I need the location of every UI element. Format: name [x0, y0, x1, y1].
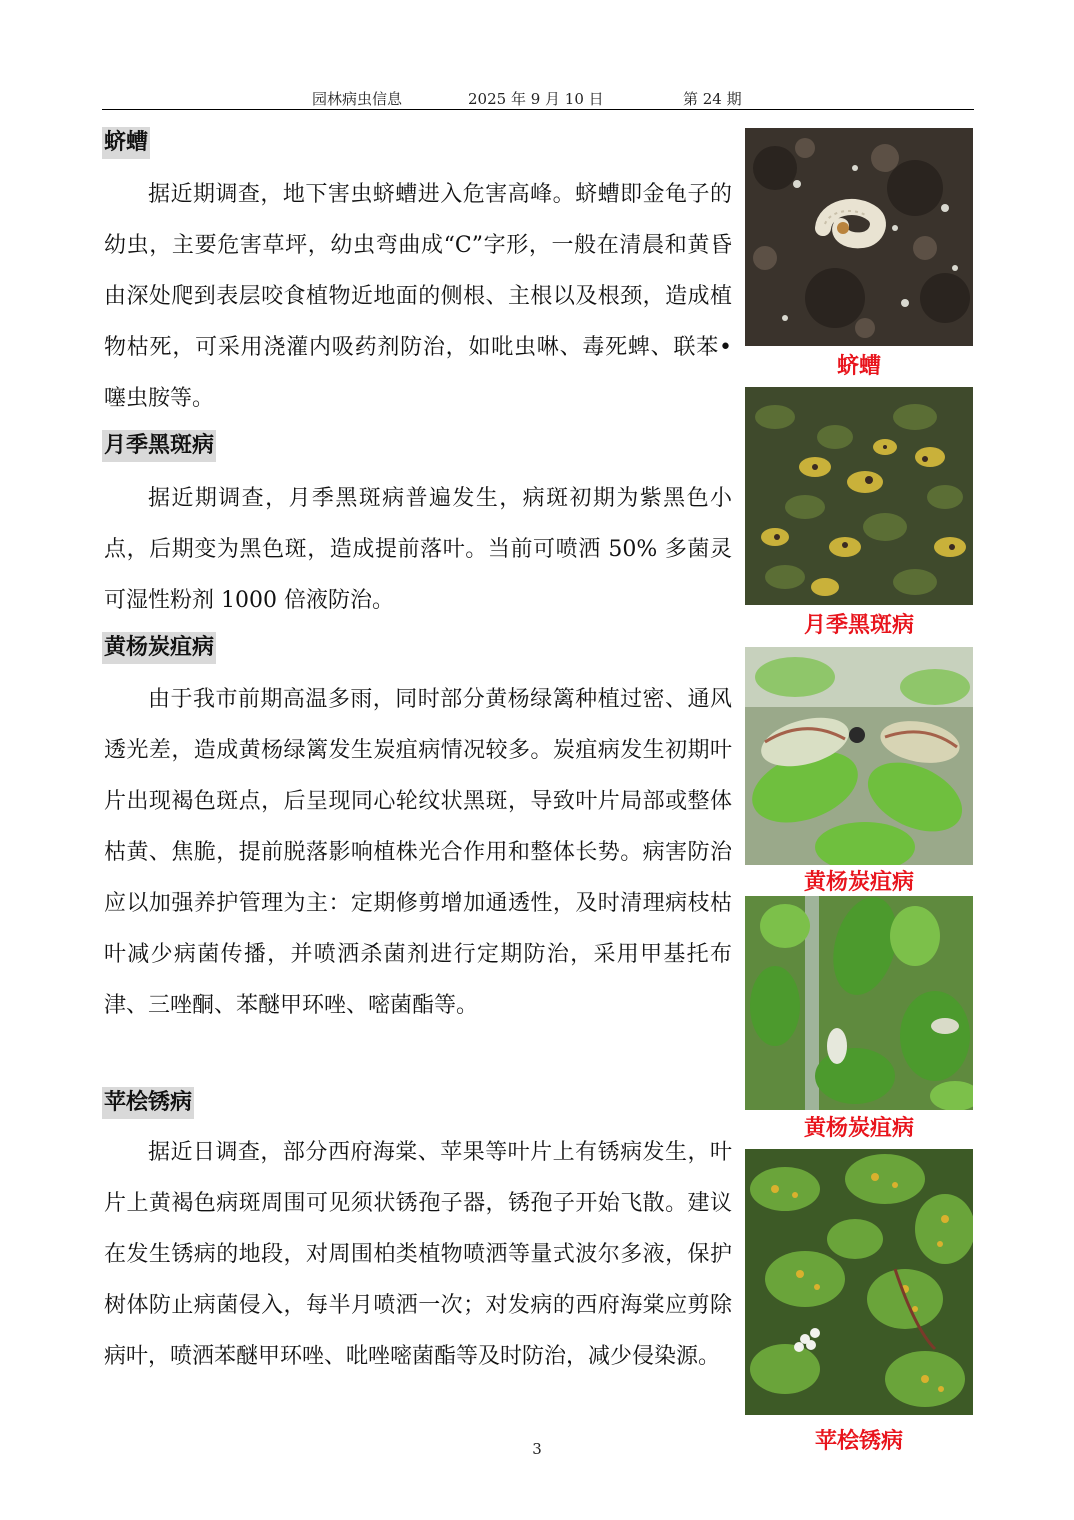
page-number: 3	[532, 1440, 542, 1458]
photo-grub	[745, 128, 973, 346]
photo-caption: 苹桧锈病	[814, 1429, 903, 1454]
section-body-apple-cedar-rust: 据近日调查，部分西府海棠、苹果等叶片上有锈病发生，叶片上黄褐色病斑周围可见须状锈孢子器，锈孢子开始飞散。建议在发生锈病的地段，对周围柏类植物喷洒等量式波尔多液，保护树体防止病菌侵入，每半月喷洒一次；对发病的西府海棠应剪除病叶，喷洒苯醚甲环唑、吡唑嘧菌酯等及时防治，减少侵染源。	[104, 1140, 732, 1369]
section-body-grub: 据近期调查，地下害虫蛴螬进入危害高峰。蛴螬即金龟子的幼虫，主要危害草坪，幼虫弯曲成“C”字形，一般在清晨和黄昏由深处爬到表层咬食植物近地面的侧根、主根以及根颈，造成植物枯死，可采用浇灌内吸药剂防治，如吡虫啉、毒死蜱、联苯•噻虫胺等。	[104, 182, 732, 411]
photo-rose-black-spot	[745, 387, 973, 605]
photo-boxwood-anthracnose-2	[745, 896, 973, 1110]
header-rule	[102, 109, 974, 110]
photo-caption: 月季黑斑病	[803, 613, 914, 638]
photo-apple-cedar-rust	[745, 1149, 973, 1415]
section-title-boxwood-anthracnose: 黄杨炭疽病	[102, 632, 216, 664]
header-issue: 第 24 期	[683, 90, 742, 108]
photo-boxwood-anthracnose-1	[745, 647, 973, 865]
section-body-boxwood-anthracnose: 由于我市前期高温多雨，同时部分黄杨绿篱种植过密、通风透光差，造成黄杨绿篱发生炭疽病情况较多。炭疽病发生初期叶片出现褐色斑点，后呈现同心轮纹状黑斑，导致叶片局部或整体枯黄、焦脆，提前脱落影响植株光合作用和整体长势。病害防治应以加强养护管理为主：定期修剪增加通透性，及时清理病枝枯叶减少病菌传播，并喷洒杀菌剂进行定期防治，采用甲基托布津、三唑酮、苯醚甲环唑、嘧菌酯等。	[104, 687, 732, 1018]
photo-caption: 黄杨炭疽病	[803, 870, 914, 895]
photo-caption: 黄杨炭疽病	[803, 1116, 914, 1141]
running-header	[0, 88, 1074, 110]
section-title-apple-cedar-rust: 苹桧锈病	[102, 1087, 194, 1119]
header-publication: 园林病虫信息	[312, 90, 403, 108]
section-body-rose-black-spot: 据近期调查，月季黑斑病普遍发生，病斑初期为紫黑色小点，后期变为黑色斑，造成提前落叶。当前可喷洒 50% 多菌灵可湿性粉剂 1000 倍液防治。	[104, 486, 732, 613]
header-date: 2025 年 9 月 10 日	[468, 90, 604, 108]
section-title-grub: 蛴螬	[102, 127, 150, 159]
section-title-rose-black-spot: 月季黑斑病	[102, 430, 216, 462]
photo-caption: 蛴螬	[836, 354, 881, 379]
